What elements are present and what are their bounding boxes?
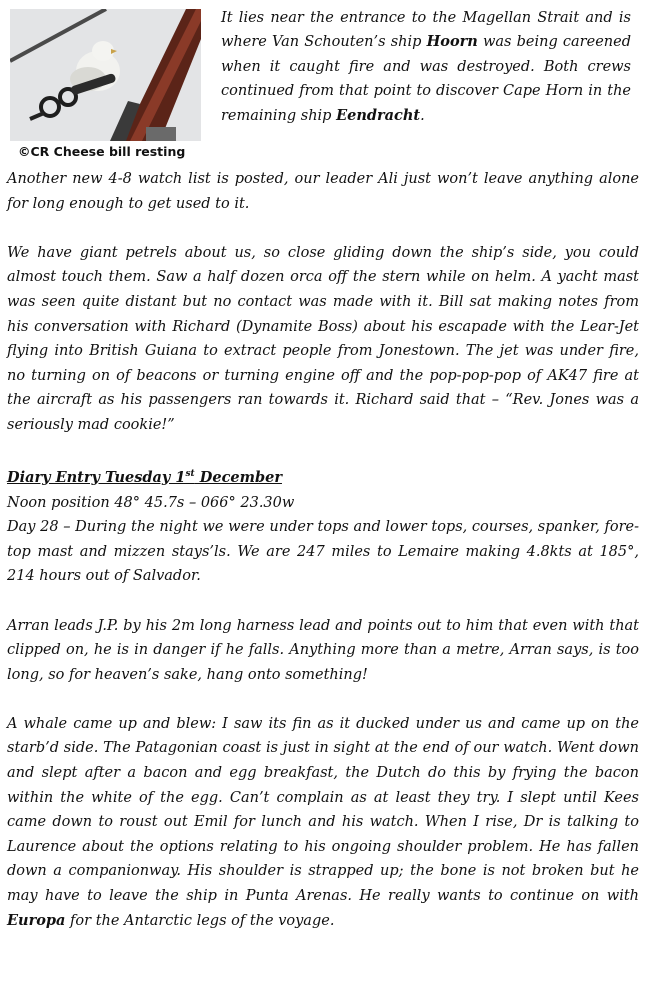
ship-name-hoorn: Hoorn	[426, 33, 478, 51]
noon-position: Noon position 48° 45.7s – 066° 23.30w	[7, 494, 295, 511]
intro-text-2: was being careened when it caught fire and was destroyed. Both crews continued from that point to discover Cape Horn in the remaining ship	[221, 34, 631, 124]
whale-text-2: for the Antarctic legs of the voyage.	[65, 912, 335, 929]
intro-paragraph	[221, 6, 631, 128]
paragraph-gap	[7, 687, 639, 712]
intro-text-3: .	[420, 107, 425, 124]
day28-paragraph: Day 28 – During the night we were under tops and lower tops, courses, spanker, fore-top mast and mizzen stays’ls. We are 247 miles to Lemaire making 4.8kts at 185°, 214 hours out of Salvador.	[7, 519, 639, 585]
whale-text-1: A whale came up and blew: I saw its fin as it ducked under us and came up on the starb’d side. The Patagonian coast is just in sight at the end of our watch. Went down and slept after a bacon and egg breakfast, the Dutch do this by frying the bacon within the white of the egg. Can’t complain as at least they try. I slept until Kees came down to roust out Emil for lunch and his watch. When I rise, Dr is talking to Laurence about the options relating to his ongoing shoulder problem. He has fallen down a companionway. His shoulder is strapped up; the bone is not broken but he may have to leave the ship in Punta Arenas. He really wants to continue on with	[7, 715, 639, 905]
diary-heading-suffix: December	[194, 468, 282, 486]
paragraph-gap	[7, 589, 639, 614]
ship-name-eendracht: Eendracht	[336, 106, 421, 124]
diary-heading	[7, 462, 639, 490]
intro-text-1: It lies near the entrance to the Magellan Strait and is where Van Schouten’s ship	[221, 10, 631, 51]
diary-heading-prefix: Diary Entry Tuesday 1	[7, 468, 186, 486]
ship-name-europa: Europa	[7, 911, 66, 929]
diary-body	[7, 167, 639, 933]
paragraph-gap	[7, 438, 639, 463]
diary-heading-text	[7, 469, 282, 486]
diary-heading-sup: st	[185, 469, 195, 480]
arran-paragraph: Arran leads J.P. by his 2m long harness lead and points out to him that even with that clipped on, he is in danger if he falls. Anything more than a metre, Arran says, is too long, so for heaven’s sake, hang onto something!	[7, 617, 639, 683]
bird-photo	[10, 9, 201, 141]
photo-caption: ©CR Cheese bill resting	[18, 144, 186, 159]
photo-bird-on-rigging-icon	[10, 9, 201, 141]
whale-paragraph	[7, 712, 639, 933]
petrels-paragraph: We have giant petrels about us, so close gliding down the ship’s side, you could almost touch them. Saw a half dozen orca off the stern while on helm. A yacht mast was seen quite distant but no contact was made with it. Bill sat making notes from his conversation with Richard (Dynamite Boss) about his escapade with the Lear-Jet flying into British Guiana to extract people from Jonestown. The jet was under fire, no turning on of beacons or turning engine off and the pop-pop-pop of AK47 fire at the aircraft as his passengers ran towards it. Richard said that – “Rev. Jones was a seriously mad cookie!”	[7, 244, 639, 433]
watch-list-paragraph: Another new 4-8 watch list is posted, our leader Ali just won’t leave anything alone for long enough to get used to it.	[7, 171, 639, 212]
paragraph-gap	[7, 216, 639, 241]
